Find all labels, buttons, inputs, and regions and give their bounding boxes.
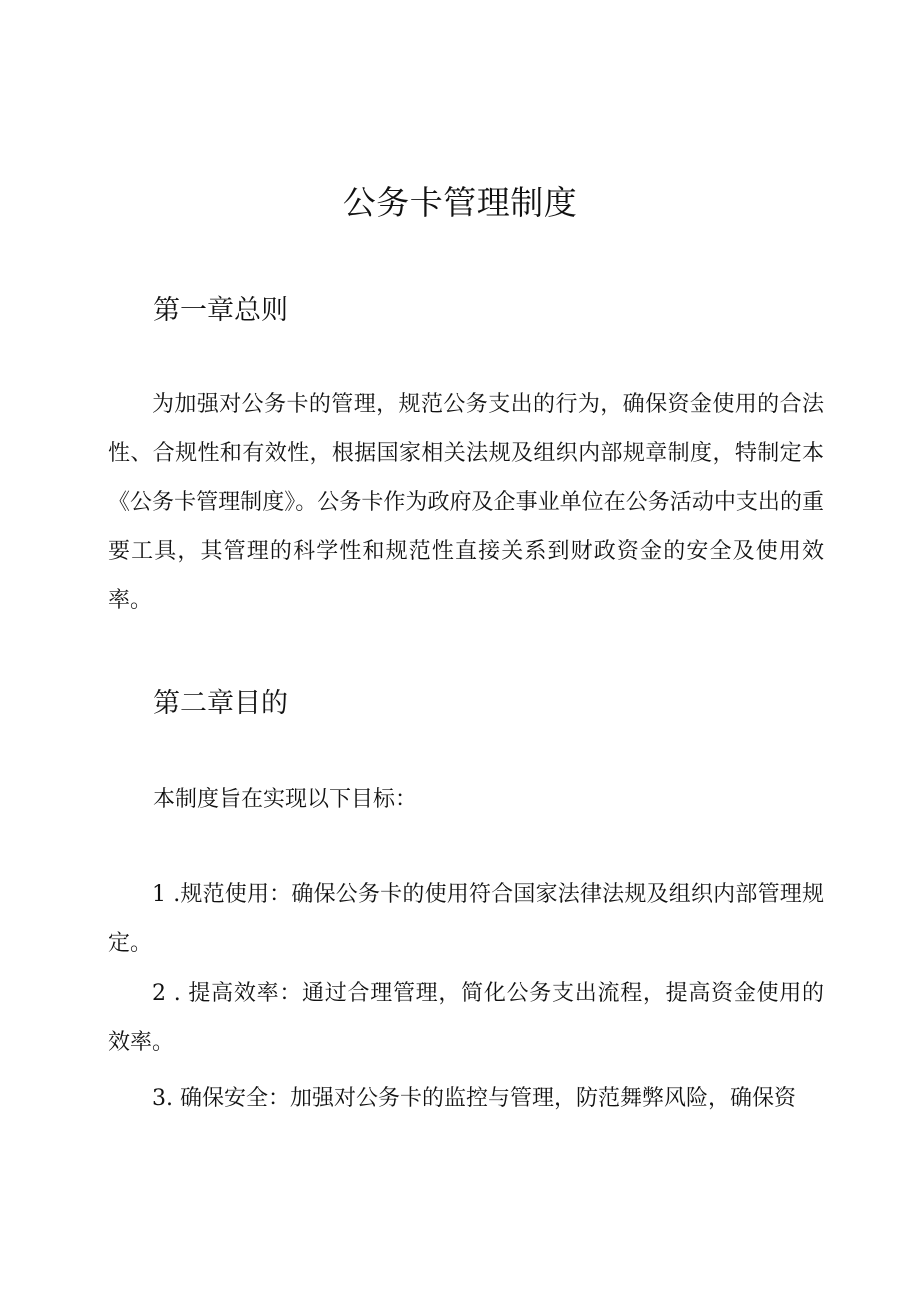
list-item: 1 .规范使用：确保公务卡的使用符合国家法律法规及组织内部管理规定。 [108, 882, 824, 956]
chapter-1-heading: 第一章总则 [153, 295, 288, 326]
chapter-1-paragraph: 为加强对公务卡的管理，规范公务支出的行为，确保资金使用的合法性、合规性和有效性，根据国家相关法规及组织内部规章制度，特制定本《公务卡管理制度》。公务卡作为政府及企事业单位在公务活动中支出的重要工具，其管理的科学性和规范性直接关系到财政资金的安全及使用效率。 [108, 392, 824, 613]
list-item: 2 . 提高效率：通过合理管理，简化公务支出流程，提高资金使用的效率。 [108, 981, 824, 1055]
document-title: 公务卡管理制度 [342, 183, 578, 222]
list-item: 3. 确保安全：加强对公务卡的监控与管理，防范舞弊风险，确保资 [152, 1086, 796, 1111]
chapter-2-intro: 本制度旨在实现以下目标： [153, 787, 418, 812]
chapter-2-heading: 第二章目的 [153, 688, 288, 719]
